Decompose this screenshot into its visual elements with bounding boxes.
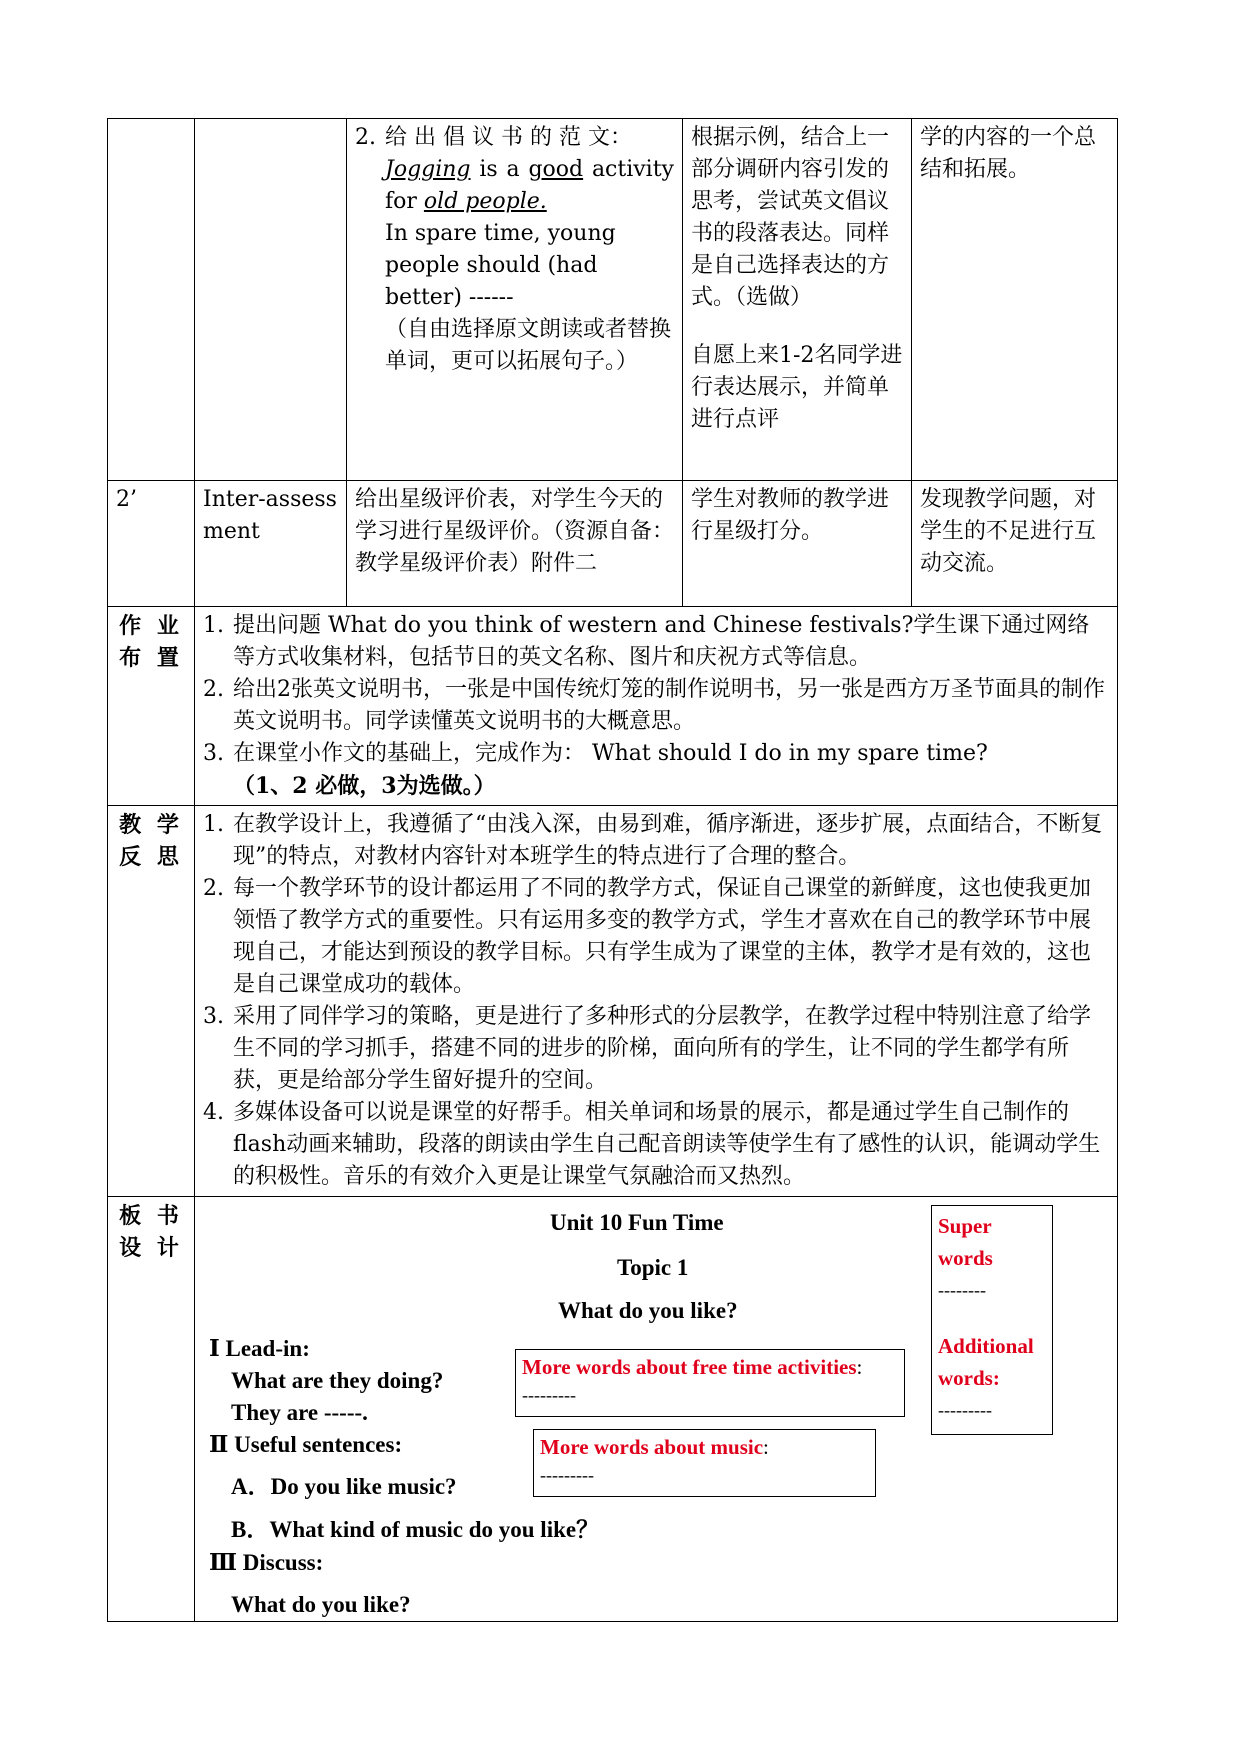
student-activity-cell: 学生对教师的教学进行星级打分。 [683,481,912,607]
blackboard-layout [195,1197,1117,1621]
board-title-question: What do you like? [558,1298,738,1323]
homework-label: 作 业 布 置 [108,607,195,806]
teacher-activity-cell: 给出星级评价表，对学生今天的学习进行星级评价。（资源自备：教学星级评价表）附件二 [347,481,683,607]
student-activity-text-2: 自愿上来1-2名同学进行表达展示，并简单进行点评 [691,343,903,432]
list-item-text: 每一个教学环节的设计都运用了不同的教学方式，保证自己课堂的新鲜度，这也使我更加领悟了教学方式的重要性。只有运用多变的教学方式，学生才喜欢在自己的教学环节中展现自己，才能达到预设的教学目标。只有学生成为了课堂的主体，教学才是有效的，这也是自己课堂成功的载体。 [233,876,1092,997]
discuss-question: What do you like? [231,1592,411,1617]
example-sentence-2: In spare time, young people should (had better) ------ [385,221,616,310]
music-words-blank: --------- [540,1465,594,1485]
list-item-number: 3. [203,741,224,766]
teacher-activity-cell [347,119,683,481]
list-item-text: 在课堂小作文的基础上，完成作为： What should I do in my spare time? [233,741,988,766]
list-item-number: 4. [203,1100,224,1125]
reflection-list [203,809,1109,1193]
free-time-words-title: More words about free time activities [522,1355,857,1379]
example-sentence: Jogging is a good activity for old people. [385,157,674,214]
homework-row [108,607,1118,806]
homework-note: （1、2 必做，3为选做。） [233,773,496,799]
list-item [203,1097,1109,1193]
time-cell: 2’ [108,481,195,607]
super-words-blank: -------- [938,1280,986,1300]
purpose-cell [912,119,1118,481]
list-item-number: 3. [203,1004,224,1029]
list-item-text: 提出问题 What do you think of western and Chinese festivals?学生课下通过网络等方式收集材料，包括节日的英文名称、图片和庆祝方式等信息。 [233,613,1090,670]
additional-words-title-2: words: [938,1366,1000,1390]
proposal-row [108,119,1118,481]
purpose-text: 学的内容的一个总结和拓展。 [920,125,1097,182]
list-item [203,1001,1109,1097]
free-time-words-blank: --------- [522,1385,576,1405]
stage-cell-empty [195,119,347,481]
useful-sentence-b: B．What kind of music do you like？ [231,1517,600,1542]
board-design-row [108,1197,1118,1622]
board-title-topic: Topic 1 [617,1255,689,1280]
list-item-text: 在教学设计上，我遵循了“由浅入深，由易到难，循序渐进，逐步扩展，点面结合，不断复现”的特点，对教材内容针对本班学生的特点进行了合理的整合。 [233,812,1103,869]
list-item-text: 给出2张英文说明书，一张是中国传统灯笼的制作说明书，另一张是西方万圣节面具的制作英文说明书。同学读懂英文说明书的大概意思。 [233,677,1105,734]
list-item [203,610,1109,674]
proposal-note: （自由选择原文朗读或者替换单词，更可以拓展句子。） [385,317,672,374]
reflection-row [108,806,1118,1197]
list-item-text: 采用了同伴学习的策略，更是进行了多种形式的分层教学，在教学过程中特别注意了给学生不同的学习抓手，搭建不同的进步的阶梯，面向所有的学生，让不同的学生都学有所获，更是给部分学生留好提升的空间。 [233,1004,1092,1093]
additional-words-blank: --------- [938,1400,992,1420]
list-item-number: 1. [203,812,224,837]
time-cell-empty [108,119,195,481]
free-time-words-box: More words about free time activities: --------- [515,1349,905,1417]
music-words-title: More words about music [540,1435,764,1459]
board-title-unit: Unit 10 Fun Time [550,1210,724,1235]
homework-list [203,610,1109,770]
super-words-box [931,1205,1053,1435]
reflection-content [195,806,1118,1197]
list-item-number: 2. [203,677,224,702]
useful-sentences-heading: Ⅱ Useful sentences: [209,1432,403,1457]
useful-sentence-a: A．Do you like music? [231,1474,457,1499]
assessment-row [108,481,1118,607]
purpose-cell: 发现教学问题，对学生的不足进行互动交流。 [912,481,1118,607]
reflection-label: 教 学 反 思 [108,806,195,1197]
list-item-number: 2. [203,876,224,901]
super-words-title-1: Super [938,1214,992,1238]
list-item-number: 1. [203,613,224,638]
discuss-heading: Ⅲ Discuss: [209,1550,324,1575]
music-words-box: More words about music: --------- [533,1429,876,1497]
stage-cell: Inter-assessment [195,481,347,607]
homework-content [195,607,1118,806]
student-activity-cell [683,119,912,481]
lesson-plan-table [107,118,1118,1622]
additional-words-title-1: Additional [938,1334,1034,1358]
proposal-instruction: 给 出 倡 议 书 的 范 文： [385,125,632,150]
item-number: 2. [355,125,376,150]
board-design-label: 板 书 设 计 [108,1197,195,1622]
list-item-text: 多媒体设备可以说是课堂的好帮手。相关单词和场景的展示，都是通过学生自己制作的flash动画来辅助，段落的朗读由学生自己配音朗读等使学生有了感性的认识，能调动学生的积极性。音乐的有效介入更是让课堂气氛融洽而又热烈。 [233,1100,1101,1189]
student-activity-text: 根据示例，结合上一部分调研内容引发的思考，尝试英文倡议书的段落表达。同样是自己选择表达的方式。（选做） [691,125,890,310]
lead-in-heading: Ⅰ Lead-in: [209,1336,310,1361]
list-item [203,873,1109,1001]
board-design-content [195,1197,1118,1622]
super-words-title-2: words [938,1246,993,1270]
list-item [203,809,1109,873]
lead-in-question: What are they doing? [231,1368,444,1393]
lead-in-answer: They are -----. [231,1400,368,1425]
list-item [203,674,1109,738]
list-item [203,738,1109,770]
